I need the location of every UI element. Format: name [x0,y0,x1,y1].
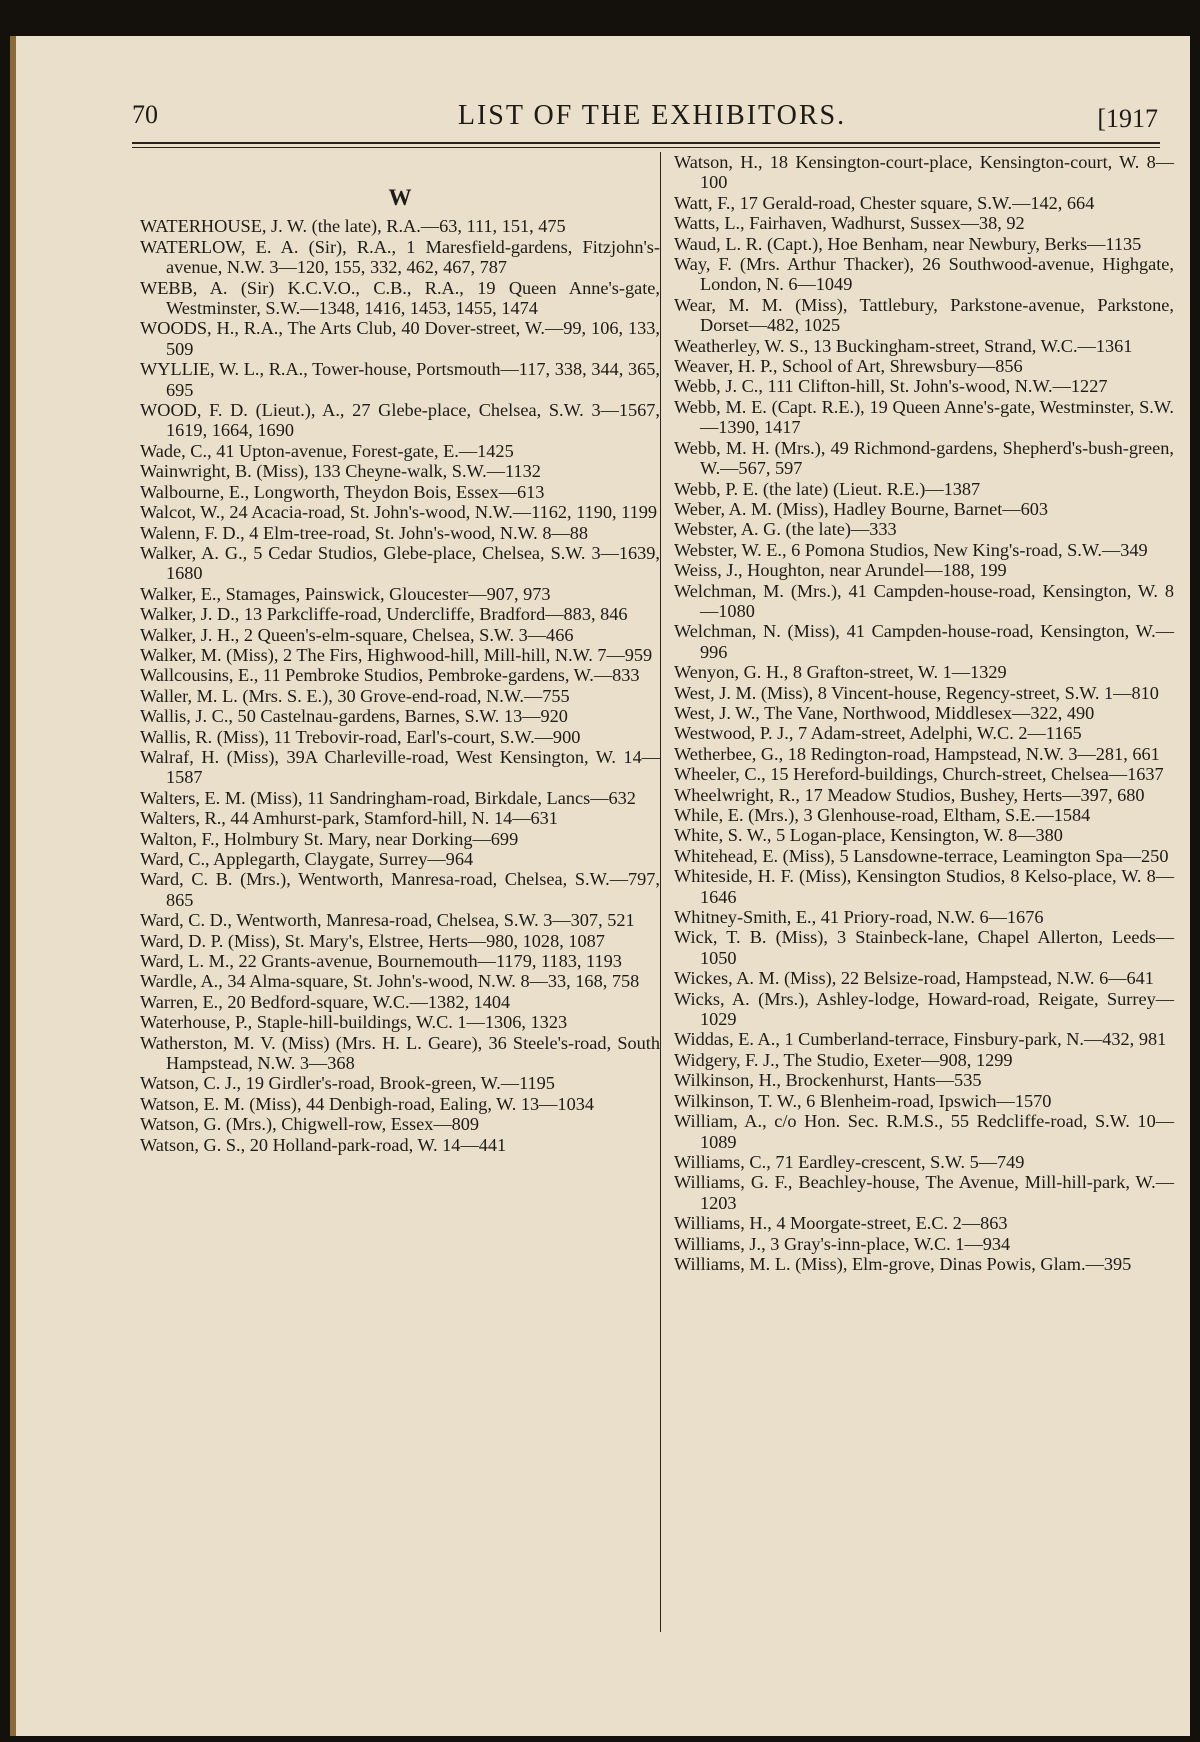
exhibitor-entry: WEBB, A. (Sir) K.C.V.O., C.B., R.A., 19 Queen Anne's-gate, Westminster, S.W.—1348, 1416, 1453, 1455, 1474 [140,277,660,319]
exhibitor-entry: Webster, W. E., 6 Pomona Studios, New King's-road, S.W.—349 [674,539,1148,560]
exhibitor-entry: Walenn, F. D., 4 Elm-tree-road, St. John's-wood, N.W. 8—88 [140,522,589,543]
exhibitor-entry: Webster, A. G. (the late)—333 [674,519,897,540]
exhibitor-entry: Walker, E., Stamages, Painswick, Gloucester—907, 973 [140,583,551,604]
header-rule [132,142,1160,144]
exhibitor-entry: Wade, C., 41 Upton-avenue, Forest-gate, E.—1425 [140,440,514,461]
right-column [674,152,1174,1274]
exhibitor-entry: Wetherbee, G., 18 Redington-road, Hampstead, N.W. 3—281, 661 [674,743,1160,764]
exhibitor-entry: Ward, C., Applegarth, Claygate, Surrey—964 [140,849,474,869]
exhibitor-entry: Wick, T. B. (Miss), 3 Stainbeck-lane, Chapel Allerton, Leeds—1050 [674,927,1174,968]
exhibitor-entry: Webb, M. E. (Capt. R.E.), 19 Queen Anne's-gate, Westminster, S.W.—1390, 1417 [674,396,1174,438]
exhibitor-entry: Walton, F., Holmbury St. Mary, near Dorking—699 [140,828,519,849]
exhibitor-entry: Watt, F., 17 Gerald-road, Chester square, S.W.—142, 664 [674,192,1095,213]
exhibitor-entry: WOOD, F. D. (Lieut.), A., 27 Glebe-place, Chelsea, S.W. 3—1567, 1619, 1664, 1690 [140,400,660,441]
left-column [140,152,660,1155]
exhibitor-entry: Waud, L. R. (Capt.), Hoe Benham, near Newbury, Berks—1135 [674,233,1142,254]
exhibitor-entry: Whitney-Smith, E., 41 Priory-road, N.W. 6—1676 [674,907,1044,928]
exhibitor-entry: Wainwright, B. (Miss), 133 Cheyne-walk, S.W.—1132 [140,461,541,482]
exhibitor-entry: Widgery, F. J., The Studio, Exeter—908, 1299 [674,1049,1013,1070]
exhibitor-entry: Walters, R., 44 Amhurst-park, Stamford-hill, N. 14—631 [140,808,558,829]
exhibitor-entry: Walker, M. (Miss), 2 The Firs, Highwood-hill, Mill-hill, N.W. 7—959 [140,644,653,665]
exhibitor-entry: West, J. W., The Vane, Northwood, Middlesex—322, 490 [674,702,1095,723]
exhibitor-entry: Wenyon, G. H., 8 Grafton-street, W. 1—1329 [674,662,1007,683]
exhibitor-entry: Weiss, J., Houghton, near Arundel—188, 199 [674,560,1007,581]
exhibitor-entry: Watson, H., 18 Kensington-court-place, Kensington-court, W. 8—100 [674,152,1174,193]
exhibitor-entry: Wicks, A. (Mrs.), Ashley-lodge, Howard-road, Reigate, Surrey—1029 [674,988,1174,1030]
column-divider [660,152,661,1632]
exhibitor-entry: Weaver, H. P., School of Art, Shrewsbury—856 [674,356,1023,377]
exhibitor-entry: Williams, J., 3 Gray's-inn-place, W.C. 1—934 [674,1233,1011,1254]
exhibitor-entry: West, J. M. (Miss), 8 Vincent-house, Regency-street, S.W. 1—810 [674,682,1159,703]
section-letter: W [388,185,412,210]
exhibitor-entry: William, A., c/o Hon. Sec. R.M.S., 55 Redcliffe-road, S.W. 10—1089 [674,1111,1174,1152]
exhibitor-entry: Wear, M. M. (Miss), Tattlebury, Parkstone-avenue, Parkstone, Dorset—482, 1025 [674,294,1174,336]
exhibitor-entry: Wickes, A. M. (Miss), 22 Belsize-road, Hampstead, N.W. 6—641 [674,968,1154,989]
exhibitor-entry: Widdas, E. A., 1 Cumberland-terrace, Finsbury-park, N.—432, 981 [674,1029,1167,1050]
exhibitor-entry: Ward, C. B. (Mrs.), Wentworth, Manresa-road, Chelsea, S.W.—797, 865 [140,869,660,910]
exhibitor-entry: Williams, G. F., Beachley-house, The Avenue, Mill-hill-park, W.—1203 [674,1172,1174,1213]
page-title: LIST OF THE EXHIBITORS. [457,100,847,131]
exhibitor-entry: Westwood, P. J., 7 Adam-street, Adelphi, W.C. 2—1165 [674,723,1082,744]
exhibitor-entry: Webb, P. E. (the late) (Lieut. R.E.)—1387 [674,478,981,499]
right-entry-list [674,152,1174,1274]
exhibitor-entry: Watherston, M. V. (Miss) (Mrs. H. L. Geare), 36 Steele's-road, South Hampstead, N.W. 3—368 [140,1032,660,1074]
exhibitor-entry: Walcot, W., 24 Acacia-road, St. John's-wood, N.W.—1162, 1190, 1199 [140,502,658,523]
exhibitor-entry: White, S. W., 5 Logan-place, Kensington, W. 8—380 [674,825,1063,846]
exhibitor-entry: Webb, J. C., 111 Clifton-hill, St. John's-wood, N.W.—1227 [674,376,1108,397]
exhibitor-entry: Webb, M. H. (Mrs.), 49 Richmond-gardens, Shepherd's-bush-green, W.—567, 597 [674,437,1174,479]
exhibitor-entry: Watts, L., Fairhaven, Wadhurst, Sussex—38, 92 [674,213,1025,234]
exhibitor-entry: Weatherley, W. S., 13 Buckingham-street, Strand, W.C.—1361 [674,335,1133,356]
exhibitor-entry: WYLLIE, W. L., R.A., Tower-house, Portsmouth—117, 338, 344, 365, 695 [140,359,660,400]
exhibitor-entry: Welchman, N. (Miss), 41 Campden-house-road, Kensington, W.—996 [674,621,1174,662]
exhibitor-entry: Waterhouse, P., Staple-hill-buildings, W.C. 1—1306, 1323 [140,1012,568,1033]
exhibitor-entry: Ward, L. M., 22 Grants-avenue, Bournemouth—1179, 1183, 1193 [140,951,622,972]
left-entry-list [140,216,660,1155]
year-label: [1917 [1097,104,1158,133]
exhibitor-entry: Wilkinson, H., Brockenhurst, Hants—535 [674,1070,982,1091]
exhibitor-entry: Warren, E., 20 Bedford-square, W.C.—1382, 1404 [140,991,511,1012]
exhibitor-entry: Watson, G. (Mrs.), Chigwell-row, Essex—809 [140,1114,480,1135]
exhibitor-entry: Weber, A. M. (Miss), Hadley Bourne, Barnet—603 [674,498,1049,519]
exhibitor-entry: Walraf, H. (Miss), 39A Charleville-road, West Kensington, W. 14—1587 [140,746,660,788]
exhibitor-entry: Walker, J. D., 13 Parkcliffe-road, Undercliffe, Bradford—883, 846 [140,604,628,625]
exhibitor-entry: Wilkinson, T. W., 6 Blenheim-road, Ipswich—1570 [674,1090,1052,1111]
exhibitor-entry: Walbourne, E., Longworth, Theydon Bois, Essex—613 [140,481,545,502]
exhibitor-entry: Walker, J. H., 2 Queen's-elm-square, Chelsea, S.W. 3—466 [140,624,574,645]
page-number: 70 [132,100,158,129]
exhibitor-entry: Wallis, R. (Miss), 11 Trebovir-road, Earl's-court, S.W.—900 [140,726,581,747]
exhibitor-entry: Wardle, A., 34 Alma-square, St. John's-wood, N.W. 8—33, 168, 758 [140,971,640,992]
exhibitor-entry: WATERHOUSE, J. W. (the late), R.A.—63, 111, 151, 475 [140,216,566,237]
exhibitor-entry: Wheeler, C., 15 Hereford-buildings, Church-street, Chelsea—1637 [674,764,1164,785]
exhibitor-entry: Watson, G. S., 20 Holland-park-road, W. 14—441 [140,1134,507,1155]
exhibitor-entry: Williams, M. L. (Miss), Elm-grove, Dinas Powis, Glam.—395 [674,1253,1132,1274]
exhibitor-entry: Welchman, M. (Mrs.), 41 Campden-house-road, Kensington, W. 8—1080 [674,580,1174,621]
header-rule-thin [132,147,1160,148]
exhibitor-entry: Walker, A. G., 5 Cedar Studios, Glebe-place, Chelsea, S.W. 3—1639, 1680 [140,542,660,584]
exhibitor-entry: Wheelwright, R., 17 Meadow Studios, Bushey, Herts—397, 680 [674,784,1145,805]
exhibitor-entry: Way, F. (Mrs. Arthur Thacker), 26 Southwood-avenue, Highgate, London, N. 6—1049 [674,254,1174,295]
exhibitor-entry: Ward, D. P. (Miss), St. Mary's, Elstree, Herts—980, 1028, 1087 [140,930,605,951]
exhibitor-entry: Whiteside, H. F. (Miss), Kensington Studios, 8 Kelso-place, W. 8—1646 [674,866,1174,907]
running-head [132,100,1172,144]
exhibitor-entry: Williams, H., 4 Moorgate-street, E.C. 2—863 [674,1213,1008,1234]
exhibitor-entry: Walters, E. M. (Miss), 11 Sandringham-road, Birkdale, Lancs—632 [140,787,636,808]
exhibitor-entry: Waller, M. L. (Mrs. S. E.), 30 Grove-end-road, N.W.—755 [140,685,570,706]
exhibitor-entry: Watson, E. M. (Miss), 44 Denbigh-road, Ealing, W. 13—1034 [140,1093,594,1114]
exhibitor-entry: Whitehead, E. (Miss), 5 Lansdowne-terrace, Leamington Spa—250 [674,845,1169,866]
exhibitor-entry: Wallis, J. C., 50 Castelnau-gardens, Barnes, S.W. 13—920 [140,706,568,727]
exhibitor-entry: Williams, C., 71 Eardley-crescent, S.W. 5—749 [674,1151,1025,1172]
exhibitor-entry: Ward, C. D., Wentworth, Manresa-road, Chelsea, S.W. 3—307, 521 [140,910,635,931]
exhibitor-entry: WATERLOW, E. A. (Sir), R.A., 1 Maresfield-gardens, Fitzjohn's-avenue, N.W. 3—120, 155, 332, 462, 467, 787 [140,236,660,278]
exhibitor-entry: Wallcousins, E., 11 Pembroke Studios, Pembroke-gardens, W.—833 [140,665,640,686]
exhibitor-entry: WOODS, H., R.A., The Arts Club, 40 Dover-street, W.—99, 106, 133, 509 [140,318,660,359]
exhibitor-entry: Watson, C. J., 19 Girdler's-road, Brook-green, W.—1195 [140,1073,555,1094]
exhibitor-entry: While, E. (Mrs.), 3 Glenhouse-road, Eltham, S.E.—1584 [674,805,1091,825]
